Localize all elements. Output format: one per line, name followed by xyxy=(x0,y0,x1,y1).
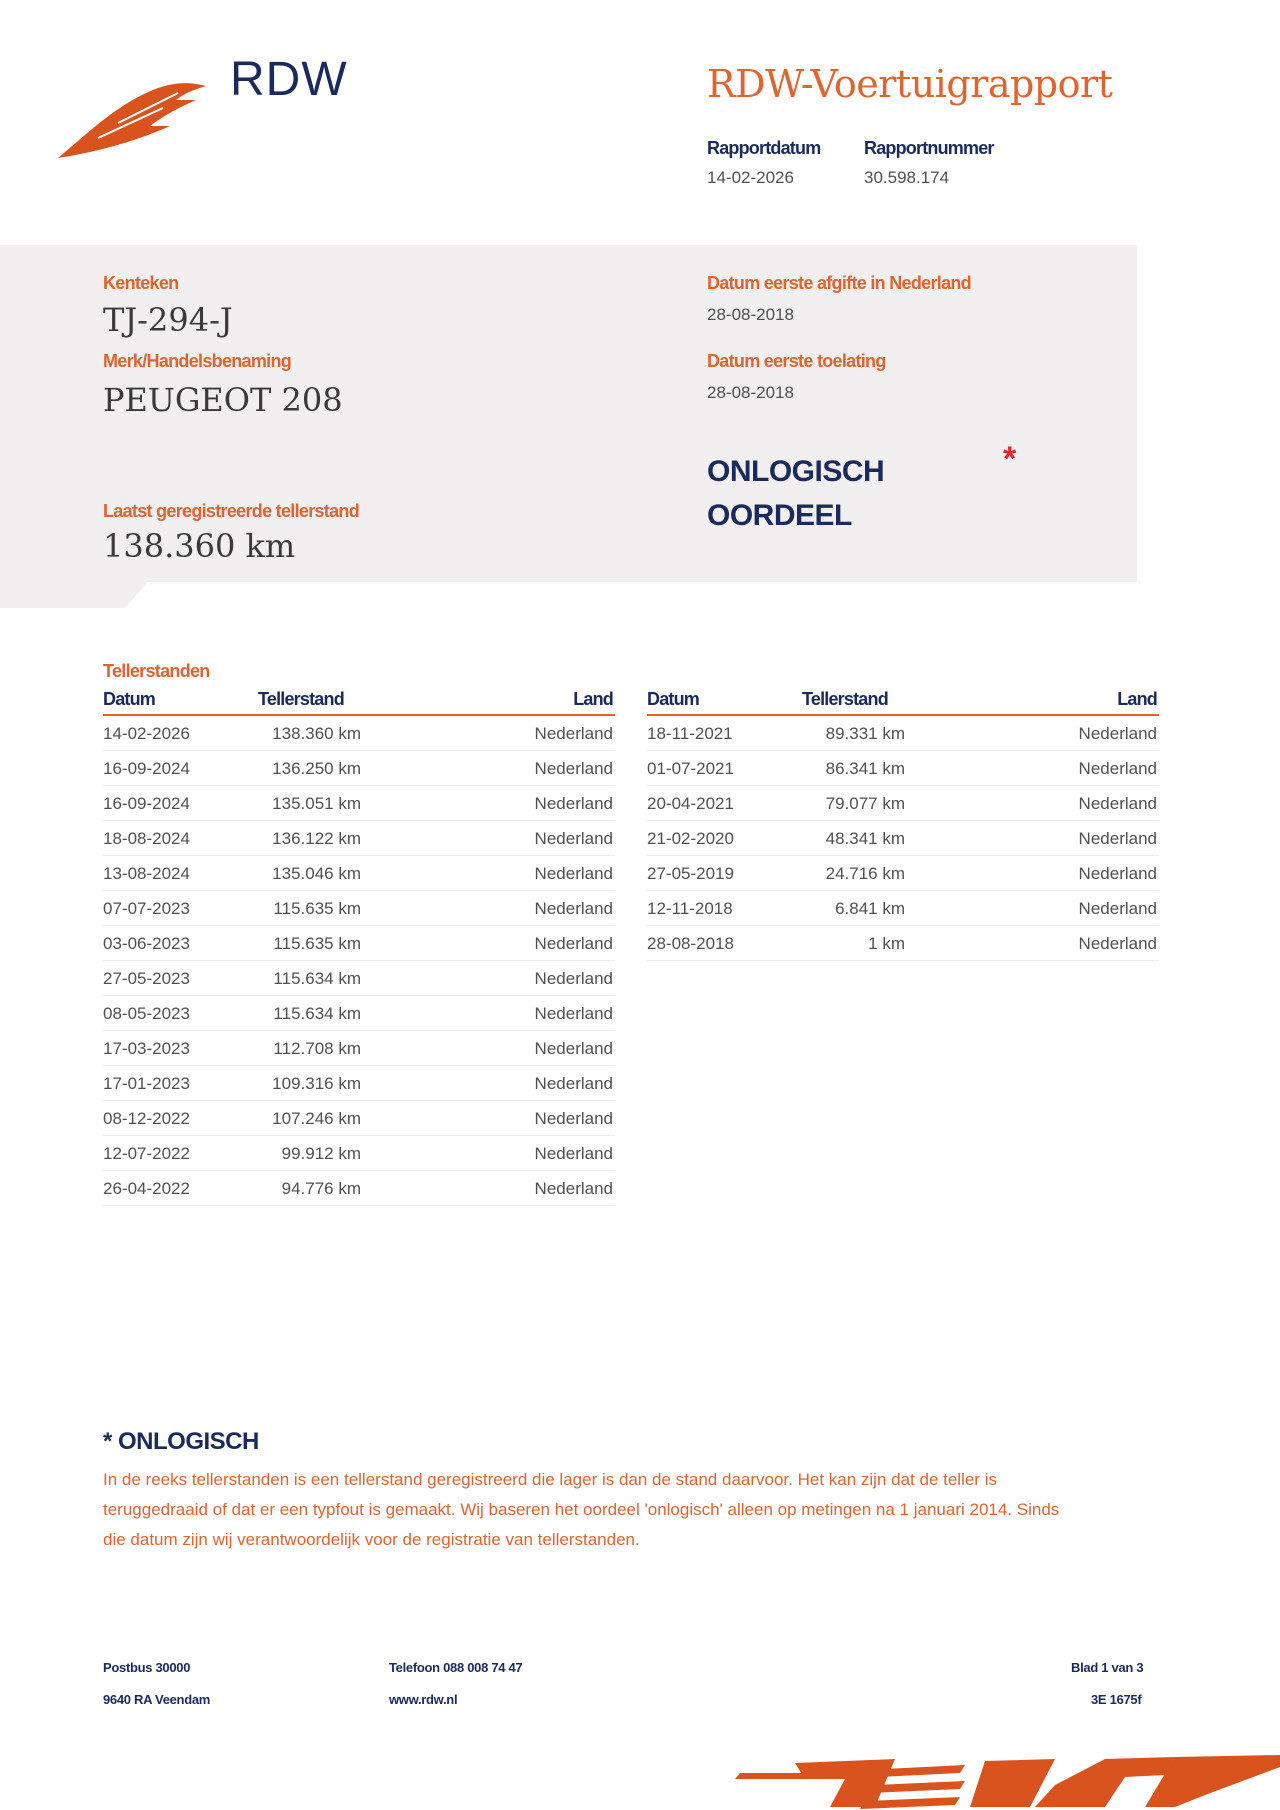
table-row xyxy=(103,926,615,961)
cell-country: Nederland xyxy=(1078,864,1157,883)
first-issue-nl-label: Datum eerste afgifte in Nederland xyxy=(707,273,971,293)
readings-table-right xyxy=(647,686,1159,961)
logo-text: RDW xyxy=(230,53,348,106)
make-value: PEUGEOT 208 xyxy=(103,381,343,419)
cell-reading: 99.912 km xyxy=(281,1144,361,1163)
footnote-title: * ONLOGISCH xyxy=(103,1428,259,1455)
cell-country: Nederland xyxy=(534,1039,613,1058)
report-date: 14-02-2026 xyxy=(707,168,794,187)
table-row xyxy=(647,786,1159,821)
table-row xyxy=(647,891,1159,926)
cell-country: Nederland xyxy=(534,969,613,988)
cell-country: Nederland xyxy=(534,829,613,848)
panel-notch xyxy=(0,580,150,610)
header-reading: Tellerstand xyxy=(802,689,888,709)
first-admission-value: 28-08-2018 xyxy=(707,383,794,402)
cell-date: 13-08-2024 xyxy=(103,864,190,883)
readings-table-left xyxy=(103,686,615,1206)
cell-reading: 135.046 km xyxy=(272,864,361,883)
table-row xyxy=(103,751,615,786)
plate-value: TJ-294-J xyxy=(103,301,233,339)
cell-date: 01-07-2021 xyxy=(647,759,734,778)
cell-date: 21-02-2020 xyxy=(647,829,734,848)
cell-country: Nederland xyxy=(534,1144,613,1163)
plate-label: Kenteken xyxy=(103,273,179,293)
table-header xyxy=(103,686,615,716)
table-row xyxy=(103,1171,615,1206)
cell-country: Nederland xyxy=(534,934,613,953)
header-country: Land xyxy=(573,689,613,709)
cell-country: Nederland xyxy=(534,724,613,743)
cell-reading: 135.051 km xyxy=(272,794,361,813)
verdict-star-icon: * xyxy=(1003,440,1017,478)
report-date-label: Rapportdatum xyxy=(707,138,821,158)
cell-date: 12-11-2018 xyxy=(647,899,733,918)
table-row xyxy=(103,1101,615,1136)
cell-reading: 136.122 km xyxy=(272,829,361,848)
cell-country: Nederland xyxy=(534,759,613,778)
cell-country: Nederland xyxy=(534,864,613,883)
verdict-line1: ONLOGISCH xyxy=(707,455,885,488)
table-row xyxy=(647,821,1159,856)
table-row xyxy=(103,1031,615,1066)
cell-country: Nederland xyxy=(534,1004,613,1023)
table-row xyxy=(103,716,615,751)
cell-date: 07-07-2023 xyxy=(103,899,190,918)
cell-country: Nederland xyxy=(534,1074,613,1093)
table-row xyxy=(103,891,615,926)
table-row xyxy=(103,1066,615,1101)
header-reading: Tellerstand xyxy=(258,689,344,709)
table-row xyxy=(103,1136,615,1171)
cell-date: 27-05-2023 xyxy=(103,969,190,988)
header-country: Land xyxy=(1117,689,1157,709)
cell-date: 17-03-2023 xyxy=(103,1039,190,1058)
table-row xyxy=(103,821,615,856)
odometer-value: 138.360 km xyxy=(103,527,296,565)
odometer-label: Laatst geregistreerde tellerstand xyxy=(103,501,360,521)
footer-phone: Telefoon 088 008 74 47 xyxy=(389,1660,523,1675)
make-label: Merk/Handelsbenaming xyxy=(103,351,292,371)
cell-date: 18-11-2021 xyxy=(647,724,733,743)
cell-date: 17-01-2023 xyxy=(103,1074,190,1093)
cell-country: Nederland xyxy=(534,1109,613,1128)
footnote-text: In de reeks tellerstanden is een tellerstand geregistreerd die lager is dan de stand daarvoor. Het kan zijn dat de teller is teruggedraaid of dat er een typfout is gemaakt. Wij baseren het oordeel 'onlogisch' alleen op metingen na 1 januari 2014. Sinds die datum zijn wij verantwoordelijk voor de registratie van tellerstanden. xyxy=(103,1470,1060,1549)
cell-country: Nederland xyxy=(534,794,613,813)
rdw-stripes-icon xyxy=(735,1755,1280,1810)
cell-country: Nederland xyxy=(1078,759,1157,778)
cell-reading: 112.708 km xyxy=(273,1039,361,1058)
report-title: RDW-Voertuigrapport xyxy=(707,62,1113,106)
cell-date: 27-05-2019 xyxy=(647,864,734,883)
cell-date: 28-08-2018 xyxy=(647,934,734,953)
report-number: 30.598.174 xyxy=(864,168,950,187)
verdict-line2: OORDEEL xyxy=(707,499,852,532)
footer-postbus: Postbus 30000 xyxy=(103,1660,191,1675)
cell-country: Nederland xyxy=(1078,724,1157,743)
cell-date: 16-09-2024 xyxy=(103,794,190,813)
cell-country: Nederland xyxy=(1078,794,1157,813)
cell-reading: 138.360 km xyxy=(272,724,361,743)
verdict xyxy=(707,450,884,538)
cell-reading: 24.716 km xyxy=(825,864,905,883)
cell-date: 14-02-2026 xyxy=(103,724,190,743)
cell-date: 08-05-2023 xyxy=(103,1004,190,1023)
table-header xyxy=(647,686,1159,716)
cell-country: Nederland xyxy=(1078,934,1157,953)
cell-reading: 86.341 km xyxy=(825,759,905,778)
cell-reading: 89.331 km xyxy=(825,724,905,743)
cell-date: 18-08-2024 xyxy=(103,829,190,848)
table-row xyxy=(103,786,615,821)
cell-date: 16-09-2024 xyxy=(103,759,190,778)
cell-date: 08-12-2022 xyxy=(103,1109,190,1128)
cell-date: 20-04-2021 xyxy=(647,794,734,813)
table-row xyxy=(647,926,1159,961)
cell-reading: 115.635 km xyxy=(273,934,361,953)
cell-date: 26-04-2022 xyxy=(103,1179,190,1198)
footer-code: 3E 1675f xyxy=(1091,1692,1142,1707)
cell-reading: 115.634 km xyxy=(273,1004,361,1023)
cell-reading: 136.250 km xyxy=(272,759,361,778)
table-row xyxy=(647,716,1159,751)
table-row xyxy=(647,751,1159,786)
cell-reading: 115.635 km xyxy=(273,899,361,918)
cell-reading: 107.246 km xyxy=(272,1109,361,1128)
cell-country: Nederland xyxy=(534,1179,613,1198)
header-date: Datum xyxy=(647,689,700,709)
cell-reading: 1 km xyxy=(868,934,905,953)
table-row xyxy=(103,996,615,1031)
first-admission-label: Datum eerste toelating xyxy=(707,351,886,371)
report-number-label: Rapportnummer xyxy=(864,138,994,158)
cell-reading: 115.634 km xyxy=(273,969,361,988)
cell-country: Nederland xyxy=(534,899,613,918)
cell-country: Nederland xyxy=(1078,829,1157,848)
first-issue-nl-value: 28-08-2018 xyxy=(707,305,794,324)
cell-country: Nederland xyxy=(1078,899,1157,918)
cell-reading: 6.841 km xyxy=(835,899,905,918)
footer-city: 9640 RA Veendam xyxy=(103,1692,211,1707)
cell-reading: 109.316 km xyxy=(272,1074,361,1093)
rdw-logo-icon xyxy=(58,78,208,163)
table-row xyxy=(103,856,615,891)
cell-date: 12-07-2022 xyxy=(103,1144,190,1163)
cell-reading: 94.776 km xyxy=(281,1179,361,1198)
readings-title: Tellerstanden xyxy=(103,661,210,681)
table-row xyxy=(647,856,1159,891)
cell-reading: 48.341 km xyxy=(825,829,905,848)
footer-page: Blad 1 van 3 xyxy=(1071,1660,1144,1675)
cell-date: 03-06-2023 xyxy=(103,934,190,953)
table-row xyxy=(103,961,615,996)
cell-reading: 79.077 km xyxy=(825,794,905,813)
header-date: Datum xyxy=(103,689,156,709)
footer-website: www.rdw.nl xyxy=(389,1692,458,1707)
